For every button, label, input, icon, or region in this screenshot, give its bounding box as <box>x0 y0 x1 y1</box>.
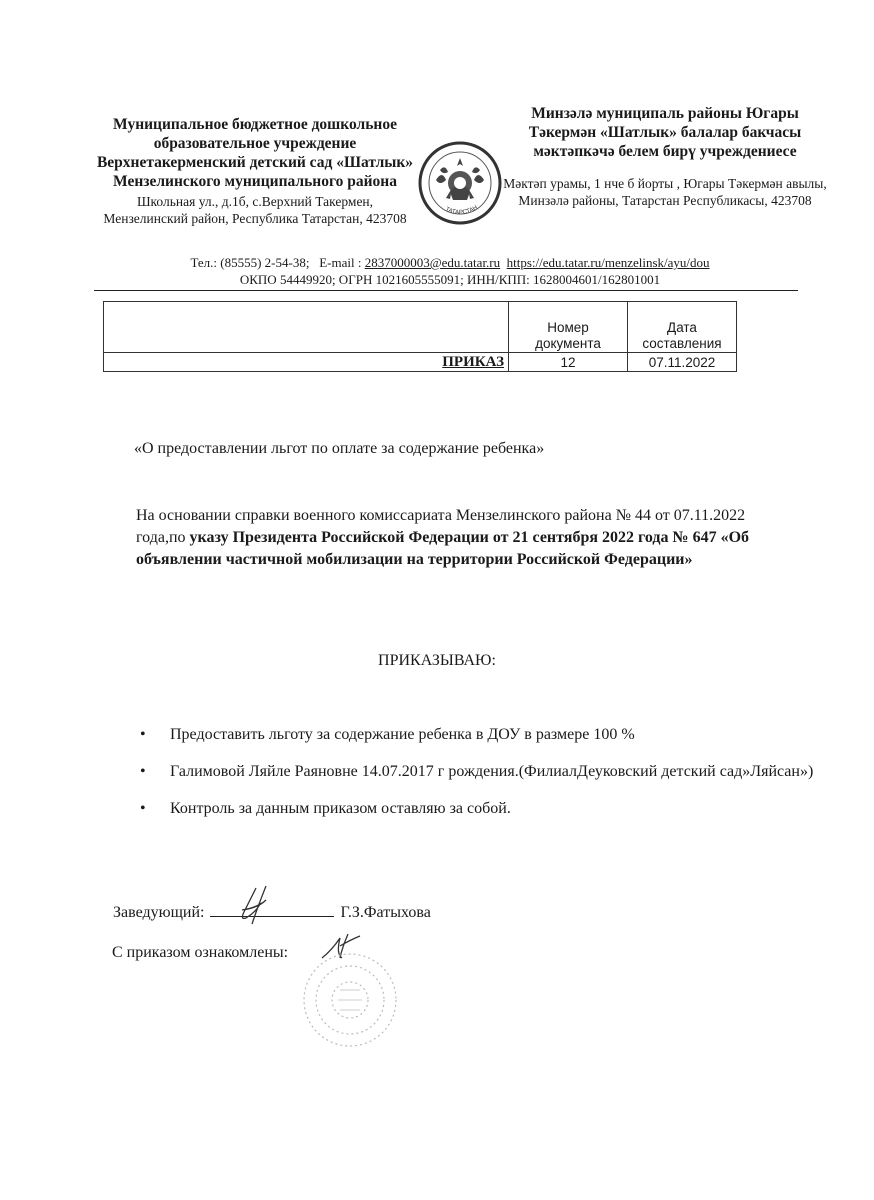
document-date: 07.11.2022 <box>628 353 737 372</box>
bullet: • <box>140 763 146 780</box>
document-type: ПРИКАЗ <box>104 353 509 372</box>
stamp-imprint-icon <box>300 945 400 1060</box>
document-table <box>103 301 737 372</box>
list-item <box>140 724 820 746</box>
handwritten-signature-icon <box>226 884 286 933</box>
bullet: • <box>140 726 146 743</box>
order-basis <box>136 505 776 571</box>
basis-decree: указу Президента Российской Федерации от 21 сентября 2022 года № 647 «Об объявлении частичной мобилизации на территории Российской Федерации» <box>136 529 750 568</box>
signatory-role: Заведующий: <box>113 904 205 921</box>
document-number: 12 <box>509 353 628 372</box>
date-header: Дата составления <box>628 302 737 353</box>
emblem-label: ТАТАРСТАН <box>444 204 479 217</box>
acknowledged-label: С приказом ознакомлены: <box>112 944 289 961</box>
basis-text: На основании справки военного комиссариата Мензелинского района № 44 от 07.11.2022 года,по <box>136 507 746 546</box>
item-text: Предоставить льготу за содержание ребенка в ДОУ в размере 100 % <box>170 726 635 743</box>
phone: Тел.: (85555) 2-54-38; <box>190 255 310 270</box>
empty-cell <box>104 302 509 353</box>
bullet: • <box>140 800 146 817</box>
email-label: E-mail : <box>319 255 362 270</box>
item-text: Контроль за данным приказом оставляю за собой. <box>170 800 511 817</box>
contacts <box>100 254 800 288</box>
website-link[interactable]: https://edu.tatar.ru/menzelinsk/ayu/dou <box>506 255 710 270</box>
order-word: ПРИКАЗЫВАЮ: <box>378 652 496 669</box>
org-address-ru: Школьная ул., д.1б, с.Верхний Такермен, Мензелинский район, Республика Татарстан, 423708 <box>103 194 407 226</box>
signatory-name: Г.З.Фатыхова <box>340 904 431 921</box>
svg-text:ТАТАРСТАН <box>444 205 479 216</box>
number-header: Номер документа <box>509 302 628 353</box>
header-right <box>500 104 830 209</box>
org-address-tt: Мәктәп урамы, 1 нче б йорты , Югары Тәкермән авылы, Минзәлә районы, Татарстан Республикасы, 423708 <box>503 176 827 208</box>
item-text: Галимовой Ляйле Раяновне 14.07.2017 г рождения.(ФилиалДеуковский детский сад»Ляйсан») <box>170 763 814 780</box>
header-divider <box>94 290 798 291</box>
org-name-ru: Муниципальное бюджетное дошкольное образовательное учреждение Верхнетакерменский детский сад «Шатлык» Мензелинского муниципального района <box>96 116 414 190</box>
header-left <box>95 115 415 227</box>
order-title: «О предоставлении льгот по оплате за содержание ребенка» <box>134 440 545 457</box>
registry-codes: ОКПО 54449920; ОГРН 1021605555091; ИНН/КПП: 1628004601/162801001 <box>239 272 661 287</box>
email-link[interactable]: 2837000003@edu.tatar.ru <box>364 255 501 270</box>
list-item <box>140 798 820 820</box>
org-name-tt: Минзәлә муниципаль районы Югары Тәкермән «Шатлык» балалар бакчасы мәктәпкәчә белем бирү учреждениесе <box>528 105 802 160</box>
list-item <box>140 761 820 783</box>
order-items <box>140 724 820 835</box>
tatarstan-emblem-icon <box>416 140 504 226</box>
